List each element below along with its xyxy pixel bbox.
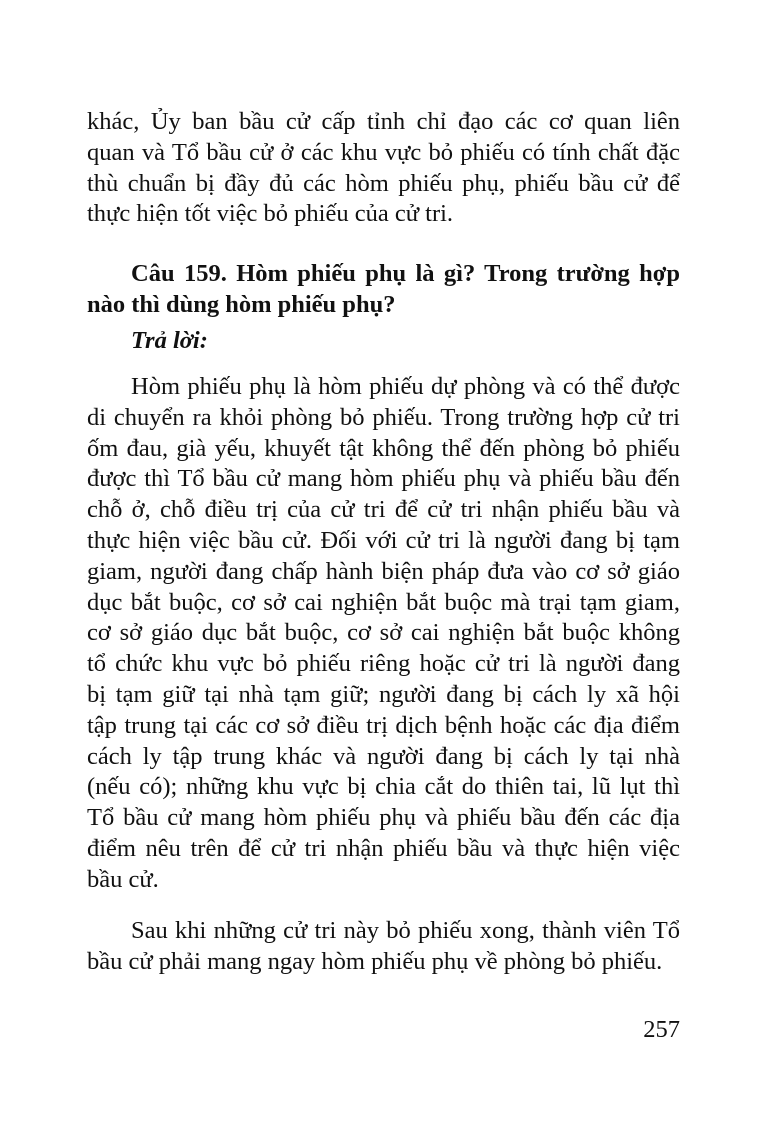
answer-label xyxy=(87,326,680,357)
text-line: nào thì dùng hòm phiếu phụ? xyxy=(87,290,396,318)
paragraph-continued xyxy=(87,107,680,230)
text-line: cơ sở giáo dục bắt buộc, cơ sở cai nghiện bắt buộc không xyxy=(87,619,680,647)
text-line: bầu cử. xyxy=(87,865,159,893)
text-line: Tổ bầu cử mang hòm phiếu phụ và phiếu bầu đến các địa xyxy=(87,804,680,832)
text-line: khác, Ủy ban bầu cử cấp tỉnh chỉ đạo các cơ quan liên xyxy=(87,108,680,135)
text-line: (nếu có); những khu vực bị chia cắt do thiên tai, lũ lụt thì xyxy=(87,773,680,801)
question-heading xyxy=(87,259,680,321)
answer-paragraph-1 xyxy=(87,372,680,896)
text-line: cách ly tập trung khác và người đang bị cách ly tại nhà xyxy=(87,742,680,770)
text-line: Sau khi những cử tri này bỏ phiếu xong, thành viên Tổ xyxy=(131,917,680,944)
text-line: quan và Tổ bầu cử ở các khu vực bỏ phiếu có tính chất đặc xyxy=(87,138,680,166)
text-line: tập trung tại các cơ sở điều trị dịch bệnh hoặc các địa điểm xyxy=(87,711,680,739)
text-line: di chuyển ra khỏi phòng bỏ phiếu. Trong trường hợp cử tri xyxy=(87,403,680,431)
text-line: thù chuẩn bị đầy đủ các hòm phiếu phụ, phiếu bầu cử để xyxy=(87,169,680,197)
text-line: tổ chức khu vực bỏ phiếu riêng hoặc cử tri là người đang xyxy=(87,650,680,678)
answer-label-text: Trả lời: xyxy=(131,327,208,354)
text-line: điểm nêu trên để cử tri nhận phiếu bầu và thực hiện việc xyxy=(87,834,680,862)
page-number: 257 xyxy=(643,1016,680,1043)
text-line: thực hiện tốt việc bỏ phiếu của cử tri. xyxy=(87,200,454,228)
text-line: Hòm phiếu phụ là hòm phiếu dự phòng và có thể được xyxy=(131,373,680,400)
text-line: dục bắt buộc, cơ sở cai nghiện bắt buộc mà trại tạm giam, xyxy=(87,588,680,616)
text-line: bị tạm giữ tại nhà tạm giữ; người đang bị cách ly xã hội xyxy=(87,680,680,708)
text-line: bầu cử phải mang ngay hòm phiếu phụ về phòng bỏ phiếu. xyxy=(87,947,663,975)
text-line: chỗ ở, chỗ điều trị của cử tri để cử tri nhận phiếu bầu và xyxy=(87,496,680,524)
text-line: ốm đau, già yếu, khuyết tật không thể đến phòng bỏ phiếu xyxy=(87,434,680,462)
text-line: thực hiện việc bầu cử. Đối với cử tri là người đang bị tạm xyxy=(87,526,680,554)
text-line: được thì Tổ bầu cử mang hòm phiếu phụ và phiếu bầu đến xyxy=(87,465,680,493)
answer-paragraph-2 xyxy=(87,916,680,978)
text-line: Câu 159. Hòm phiếu phụ là gì? Trong trường hợp xyxy=(131,260,680,287)
text-line: giam, người đang chấp hành biện pháp đưa vào cơ sở giáo xyxy=(87,557,680,585)
